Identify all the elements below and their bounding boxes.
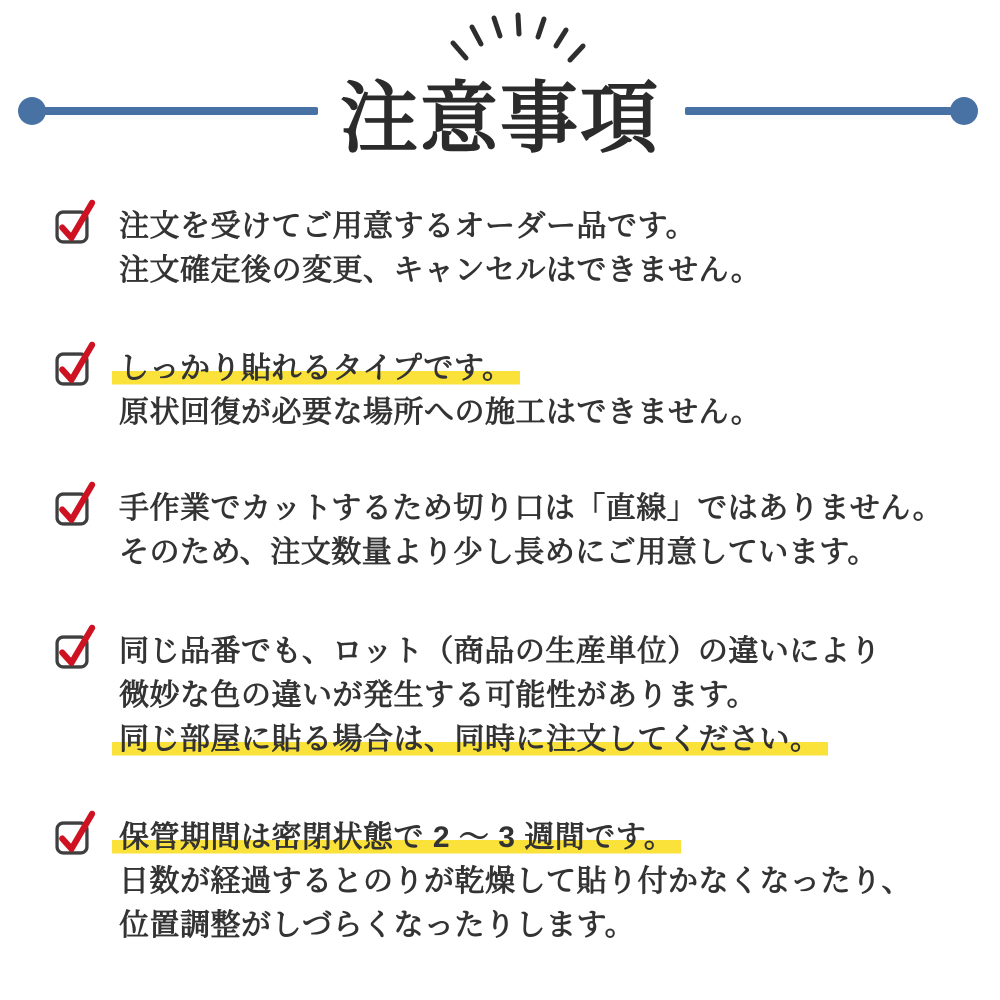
checkbox-checked-icon [55,492,89,526]
notice-line: 手作業でカットするため切り口は「直線」ではありません。 [119,492,944,525]
notice-line: 同じ部屋に貼る場合は、同時に注文してください。 [119,718,970,762]
rule-bar [685,107,964,115]
notice-item [55,630,970,762]
notice-text-block [119,816,970,948]
page-title: 注意事項 [339,74,660,162]
notice-line: 注文を受けてご用意するオーダー品です。 [119,210,697,243]
notice-line: 位置調整がしづらくなったりします。 [119,909,636,942]
notice-text-block [119,205,970,293]
notice-text-block [119,487,970,575]
notice-item [55,487,970,575]
checkbox-checked-icon [55,352,89,386]
checkbox-checked-icon [55,635,89,669]
notice-item [55,347,970,435]
rule-end-dot [950,97,978,125]
notice-item [55,205,970,293]
notice-line: 同じ品番でも、ロット（商品の生産単位）の違いにより [119,635,881,668]
notice-text-block [119,347,970,435]
notice-line: 保管期間は密閉状態で 2 〜 3 週間です。 [119,816,970,860]
notice-line: しっかり貼れるタイプです。 [119,347,970,391]
checkbox-checked-icon [55,210,89,244]
notice-text-block [119,630,970,762]
notice-line: 注文確定後の変更、キャンセルはできません。 [119,254,762,287]
notice-line: そのため、注文数量より少し長めにご用意しています。 [119,536,878,569]
notice-line: 原状回復が必要な場所への施工はできません。 [119,396,762,429]
notice-item [55,816,970,948]
title-rule-right [685,96,978,126]
burst-rays-icon [428,8,588,80]
notice-line: 日数が経過するとのりが乾燥して貼り付かなくなったり、 [119,865,912,898]
checkbox-checked-icon [55,821,89,855]
notice-line: 微妙な色の違いが発生する可能性があります。 [119,679,758,712]
